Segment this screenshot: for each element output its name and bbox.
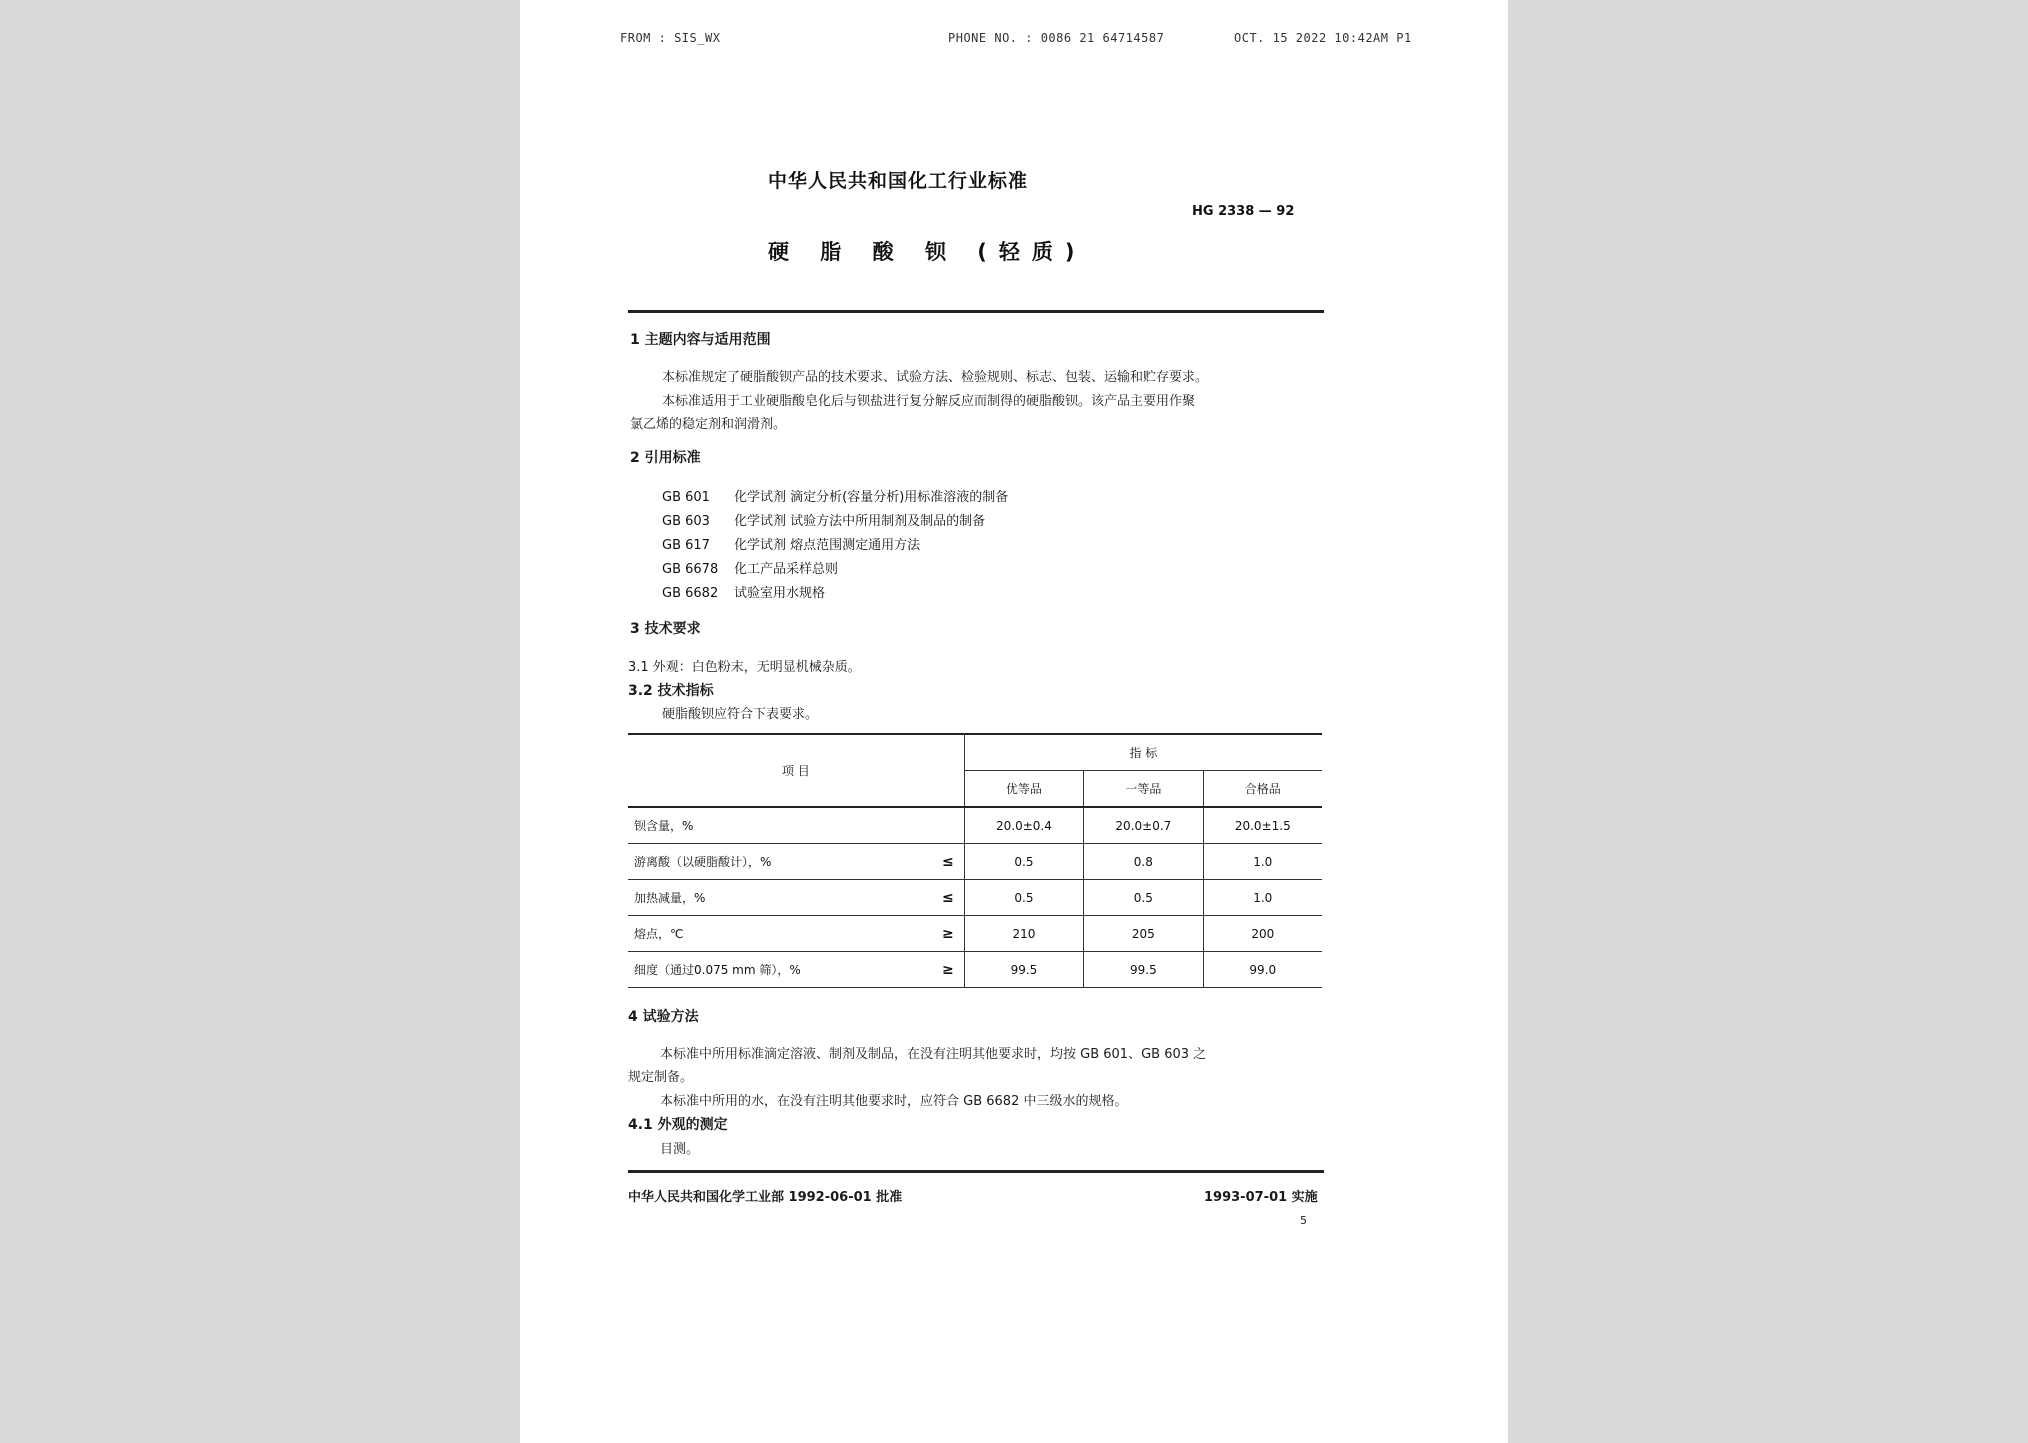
row-value: 20.0±1.5 [1203,807,1322,844]
section3-heading: 3 技术要求 [630,621,701,637]
table-row [628,952,1322,988]
fax-phone: PHONE NO. : 0086 21 64714587 [948,31,1165,45]
row-item: 熔点，℃ [628,916,932,952]
index-header: 指 标 [964,734,1322,771]
section4-para2: 本标准中所用的水，在没有注明其他要求时，应符合 GB 6682 中三级水的规格。 [660,1094,1128,1109]
row-value: 205 [1084,916,1203,952]
ref-title: 试验室用水规格 [734,586,826,601]
grade-header: 一等品 [1084,771,1203,808]
ref-item [662,534,920,553]
footer-rule [628,1170,1324,1173]
section4-para1-cont: 规定制备。 [628,1070,694,1085]
implementation-date: 1993-07-01 实施 [1204,1190,1318,1205]
ref-item [662,582,825,601]
ref-code: GB 601 [662,490,710,505]
row-value: 200 [1203,916,1322,952]
row-item: 钡含量，% [628,807,932,844]
ref-code: GB 6678 [662,562,719,577]
item-header: 项 目 [628,734,964,807]
approval-line: 中华人民共和国化学工业部 1992-06-01 批准 [628,1190,903,1205]
table-row [628,807,1322,844]
section4-para1: 本标准中所用标准滴定溶液、制剂及制品，在没有注明其他要求时，均按 GB 601、GB 603 之 [660,1047,1207,1062]
document-title: 硬 脂 酸 钡 (轻质) [768,240,1087,264]
ref-code: GB 603 [662,514,710,529]
section3-2-text: 硬脂酸钡应符合下表要求。 [662,707,819,722]
section1-para2: 本标准适用于工业硬脂酸皂化后与钡盐进行复分解反应而制得的硬脂酸钡。该产品主要用作聚 [662,394,1196,409]
document-page [520,0,1508,1443]
section1-para1: 本标准规定了硬脂酸钡产品的技术要求、试验方法、检验规则、标志、包装、运输和贮存要求。 [662,370,1209,385]
ref-item [662,558,838,577]
ref-title: 化学试剂 熔点范围测定通用方法 [734,538,921,553]
issuer-title: 中华人民共和国化工行业标准 [768,170,1029,192]
ref-title: 化学试剂 试验方法中所用制剂及制品的制备 [734,514,986,529]
row-value: 1.0 [1203,880,1322,916]
row-value: 99.5 [964,952,1083,988]
row-symbol: ≤ [932,844,964,880]
row-value: 99.5 [1084,952,1203,988]
row-value: 0.5 [1084,880,1203,916]
grade-header: 优等品 [964,771,1083,808]
section3-1: 3.1 外观：白色粉末，无明显机械杂质。 [628,660,861,675]
row-symbol: ≥ [932,952,964,988]
fax-datetime: OCT. 15 2022 10:42AM P1 [1234,31,1412,45]
ref-item [662,486,1008,505]
ref-title: 化学试剂 滴定分析(容量分析)用标准溶液的制备 [734,490,1009,505]
section4-1-text: 目测。 [660,1142,700,1157]
row-item: 细度（通过0.075 mm 筛），% [628,952,932,988]
section1-para2-cont: 氯乙烯的稳定剂和润滑剂。 [630,417,787,432]
row-item: 加热减量，% [628,880,932,916]
ref-code: GB 6682 [662,586,719,601]
row-value: 0.8 [1084,844,1203,880]
row-value: 0.5 [964,880,1083,916]
row-value: 20.0±0.7 [1084,807,1203,844]
grade-header: 合格品 [1203,771,1322,808]
row-value: 99.0 [1203,952,1322,988]
section4-heading: 4 试验方法 [628,1009,699,1025]
section3-2-heading: 3.2 技术指标 [628,683,714,699]
section2-heading: 2 引用标准 [630,450,701,466]
row-symbol: ≥ [932,916,964,952]
row-symbol [932,807,964,844]
row-item: 游离酸（以硬脂酸计），% [628,844,932,880]
header-rule [628,310,1324,313]
page-number: 5 [1300,1214,1307,1227]
fax-from: FROM : SIS_WX [620,31,721,45]
ref-item [662,510,985,529]
section4-1-heading: 4.1 外观的测定 [628,1117,728,1133]
row-value: 0.5 [964,844,1083,880]
table-row [628,844,1322,880]
ref-title: 化工产品采样总则 [734,562,839,577]
table-row [628,916,1322,952]
row-value: 210 [964,916,1083,952]
section1-heading: 1 主题内容与适用范围 [630,332,771,348]
row-value: 1.0 [1203,844,1322,880]
table-header-row [628,734,1322,771]
standard-number: HG 2338 — 92 [1192,204,1295,219]
spec-table [628,733,1322,988]
ref-code: GB 617 [662,538,710,553]
row-symbol: ≤ [932,880,964,916]
table-row [628,880,1322,916]
row-value: 20.0±0.4 [964,807,1083,844]
